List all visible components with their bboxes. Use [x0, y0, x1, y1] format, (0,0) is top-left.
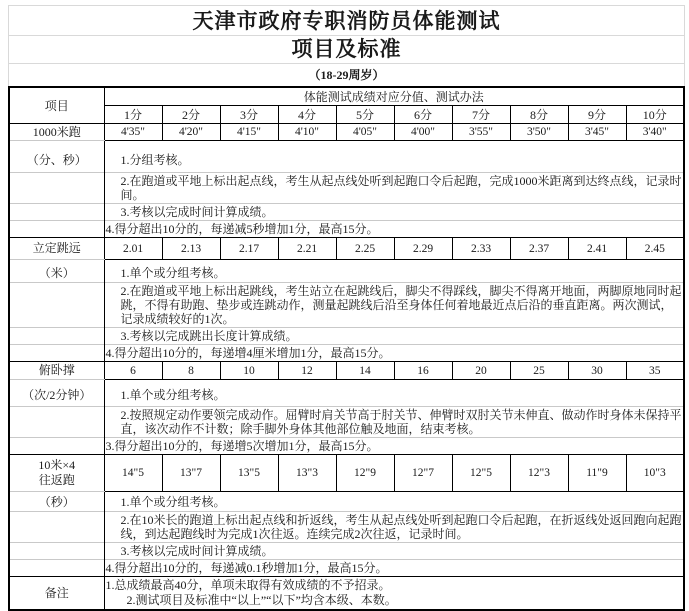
score-value: 3'45"	[568, 124, 626, 141]
score-value: 4'20"	[162, 124, 220, 141]
score-column-header-2: 2分	[162, 106, 220, 124]
instruction-row	[9, 283, 684, 328]
instruction-cell	[104, 543, 684, 560]
instruction-cell	[104, 438, 684, 455]
instruction-text: 3.得分超出10分的，每递增5次增加1分，最高15分。	[105, 439, 379, 453]
section-1-values-row	[9, 238, 684, 260]
score-value: 14"5	[104, 455, 162, 492]
score-value: 10"3	[626, 455, 684, 492]
left-spacer-cell	[9, 204, 104, 221]
section-unit: （秒）	[9, 492, 104, 512]
section-3-values-row	[9, 455, 684, 492]
instruction-text: 1.分组考核。	[120, 152, 190, 167]
instruction-row	[9, 492, 684, 512]
score-column-header-6: 6分	[394, 106, 452, 124]
instruction-row	[9, 380, 684, 407]
instruction-text: 1.单个或分组考核。	[120, 387, 226, 402]
document-title-line1: 天津市政府专职消防员体能测试	[192, 9, 501, 33]
instruction-row	[9, 328, 684, 345]
score-value: 35	[626, 362, 684, 380]
item-column-header: 项目	[9, 87, 104, 124]
score-value: 2.33	[452, 238, 510, 260]
score-column-header-1: 1分	[104, 106, 162, 124]
left-spacer-cell	[9, 560, 104, 577]
score-value: 25	[510, 362, 568, 380]
score-value: 20	[452, 362, 510, 380]
section-unit: （分、秒）	[9, 141, 104, 173]
score-value: 11"9	[568, 455, 626, 492]
instruction-row	[9, 345, 684, 362]
score-value: 2.37	[510, 238, 568, 260]
score-value: 8	[162, 362, 220, 380]
instruction-text: 3.考核以完成时间计算成绩。	[120, 544, 274, 558]
section-label-line: 往返跑	[38, 473, 75, 487]
score-value: 2.13	[162, 238, 220, 260]
instruction-cell	[104, 204, 684, 221]
instruction-text: 4.得分超出10分的，每递增4厘米增加1分，最高15分。	[105, 346, 391, 360]
score-value: 2.21	[278, 238, 336, 260]
score-value: 12"5	[452, 455, 510, 492]
instruction-cell	[104, 407, 684, 438]
score-value: 10	[220, 362, 278, 380]
score-column-header-4: 4分	[278, 106, 336, 124]
section-label	[9, 238, 104, 260]
instruction-cell	[104, 260, 684, 283]
instruction-cell	[104, 492, 684, 512]
left-spacer-cell	[9, 512, 104, 543]
score-value: 4'10"	[278, 124, 336, 141]
left-spacer-cell	[9, 543, 104, 560]
section-label-line: 俯卧撑	[38, 363, 75, 377]
score-column-header-3: 3分	[220, 106, 278, 124]
score-value: 4'05"	[336, 124, 394, 141]
instruction-row	[9, 141, 684, 173]
instruction-row	[9, 438, 684, 455]
score-value: 2.01	[104, 238, 162, 260]
instruction-row	[9, 260, 684, 283]
instruction-cell	[104, 512, 684, 543]
section-0-values-row	[9, 124, 684, 141]
remark-line: 1.总成绩最高40分，单项未取得有效成绩的不予招录。	[105, 577, 391, 592]
score-column-header-9: 9分	[568, 106, 626, 124]
scores-header: 体能测试成绩对应分值、测试办法	[104, 87, 684, 106]
left-spacer-cell	[9, 345, 104, 362]
instruction-text: 1.单个或分组考核。	[120, 494, 226, 509]
section-unit: （次/2分钟）	[9, 380, 104, 407]
score-value: 12	[278, 362, 336, 380]
score-value: 30	[568, 362, 626, 380]
instruction-text: 4.得分超出10分的，每递减0.1秒增加1分，最高15分。	[105, 561, 388, 575]
title-block	[8, 5, 685, 86]
section-2-values-row	[9, 362, 684, 380]
instruction-cell	[104, 221, 684, 238]
score-column-header-10: 10分	[626, 106, 684, 124]
left-spacer-cell	[9, 328, 104, 345]
section-label-line: 10米×4	[38, 458, 76, 472]
remark-line: 2.测试项目及标准中“以上”“以下”均含本级、本数。	[126, 592, 397, 607]
instruction-row	[9, 221, 684, 238]
section-unit: （米）	[9, 260, 104, 283]
instruction-text: 3.考核以完成跳出长度计算成绩。	[120, 329, 298, 343]
left-spacer-cell	[9, 173, 104, 204]
remark-label: 备注	[9, 577, 104, 610]
instruction-cell	[104, 141, 684, 173]
instruction-row	[9, 512, 684, 543]
score-value: 3'50"	[510, 124, 568, 141]
left-spacer-cell	[9, 221, 104, 238]
instruction-cell	[104, 328, 684, 345]
instruction-cell	[104, 345, 684, 362]
score-value: 2.45	[626, 238, 684, 260]
left-spacer-cell	[9, 438, 104, 455]
score-value: 12"3	[510, 455, 568, 492]
instruction-text: 2.在跑道或平地上标出起点线，考生从起点线处听到起跑口令后起跑，完成1000米距离到达终点线，记录时间。	[120, 174, 682, 202]
score-value: 16	[394, 362, 452, 380]
score-value: 13"3	[278, 455, 336, 492]
instruction-text: 2.按照规定动作要领完成动作。屈臂时肩关节高于肘关节、伸臂时双肘关节未伸直、做动作时身体未保持平直，该次动作不计数；除手脚外身体其他部位触及地面，结束考核。	[120, 408, 682, 436]
instruction-text: 4.得分超出10分的，每递减5秒增加1分，最高15分。	[105, 222, 379, 236]
score-column-header-5: 5分	[336, 106, 394, 124]
section-label	[9, 455, 104, 492]
score-value: 12"7	[394, 455, 452, 492]
instruction-cell	[104, 560, 684, 577]
age-range-subtitle: （18-29周岁）	[9, 63, 684, 86]
score-value: 4'15"	[220, 124, 278, 141]
instruction-text: 3.考核以完成时间计算成绩。	[120, 205, 274, 219]
score-header-row	[9, 106, 684, 124]
instruction-text: 1.单个或分组考核。	[120, 265, 226, 280]
score-value: 2.29	[394, 238, 452, 260]
score-value: 13"7	[162, 455, 220, 492]
score-column-header-8: 8分	[510, 106, 568, 124]
remark-row	[9, 577, 684, 610]
score-value: 4'35"	[104, 124, 162, 141]
score-value: 13"5	[220, 455, 278, 492]
left-spacer-cell	[9, 283, 104, 328]
score-value: 2.25	[336, 238, 394, 260]
score-value: 3'40"	[626, 124, 684, 141]
standards-table	[8, 86, 685, 611]
table-header-row	[9, 87, 684, 106]
section-label-line: 立定跳远	[32, 241, 81, 255]
score-value: 12"9	[336, 455, 394, 492]
section-label-line: 1000米跑	[32, 124, 81, 139]
instruction-text: 2.在10米长的跑道上标出起点线和折返线，考生从起点线处听到起跑口令后起跑，在折返线处返回跑向起跑线，到达起跑线时为完成1次往返。连续完成2次往返，记录时间。	[120, 513, 682, 541]
section-label	[9, 124, 104, 141]
score-column-header-7: 7分	[452, 106, 510, 124]
score-value: 6	[104, 362, 162, 380]
instruction-cell	[104, 283, 684, 328]
remark-cell	[104, 577, 684, 610]
instruction-row	[9, 204, 684, 221]
score-value: 3'55"	[452, 124, 510, 141]
document-title-line2: 项目及标准	[9, 35, 684, 63]
score-value: 4'00"	[394, 124, 452, 141]
instruction-row	[9, 173, 684, 204]
section-label	[9, 362, 104, 380]
instruction-row	[9, 543, 684, 560]
sheet	[8, 5, 685, 611]
instruction-row	[9, 560, 684, 577]
score-value: 2.17	[220, 238, 278, 260]
instruction-row	[9, 407, 684, 438]
score-value: 14	[336, 362, 394, 380]
instruction-cell	[104, 380, 684, 407]
instruction-text: 2.在跑道或平地上标出起跳线，考生站立在起跳线后，脚尖不得踩线，脚尖不得离开地面，两脚原地同时起跳，不得有助跑、垫步或连跳动作，测量起跳线后沿至身体任何着地最近点后沿的垂直距离。两次测试，记录成绩较好的1次。	[120, 284, 682, 326]
instruction-cell	[104, 173, 684, 204]
left-spacer-cell	[9, 407, 104, 438]
score-value: 2.41	[568, 238, 626, 260]
